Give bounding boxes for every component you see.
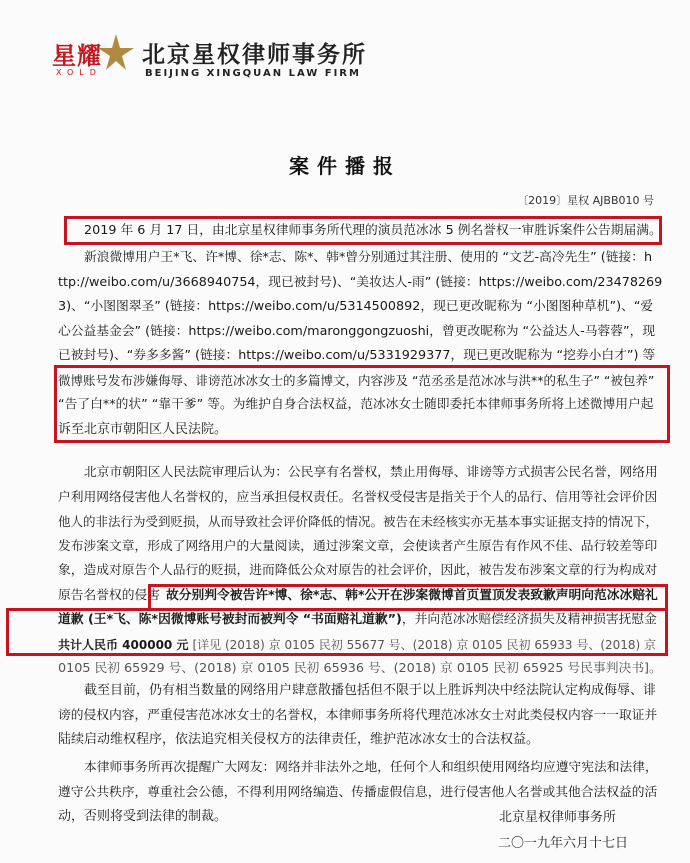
text-line: 诉至北京市朝阳区人民法院。 (58, 421, 228, 437)
firm-name-en: BEIJING XINGQUAN LAW FIRM (145, 68, 361, 79)
text-line: 新浪微博用户王*飞、许*博、徐*志、陈*、韩*曾分别通过其注册、使用的 “文艺-高冷先生” (链接：h (84, 250, 653, 265)
text-line: 北京市朝阳区人民法院审理后认为：公民享有名誉权，禁止用侮辱、诽谤等方式损害公民名誉，网络用 (84, 465, 658, 480)
paragraph-3 (58, 461, 662, 682)
text-line: ttp://weibo.com/u/3668940754，现已被封号)、“美妆达人-雨” (链接：https://weibo.com/23478269 (58, 274, 663, 290)
signature-date: 二〇一九年六月十七日 (497, 836, 628, 851)
text-line: 遵守公共秩序，尊重社会公德，不得利用网络编造、传播虚假信息，进行侵害他人名誉或其他合法权益的活 (58, 784, 658, 800)
signature-firm: 北京星权律师事务所 (498, 810, 616, 825)
star-logo-icon (96, 32, 136, 72)
paragraph-4 (58, 679, 662, 753)
page-title: 案件播报 (289, 154, 401, 178)
text-line: 2019 年 6 月 17 日，由北京星权律师事务所代理的演员范冰冰 5 例名誉权一审胜诉案件公告期届满。 (84, 223, 662, 238)
paragraph-2 (58, 246, 662, 442)
text-line: 本律师事务所再次提醒广大网友：网络并非法外之地，任何个人和组织使用网络均应遵守宪法和法律， (84, 760, 658, 775)
paragraph-1 (58, 219, 662, 244)
firm-name: 北京星权律师事务所 (142, 41, 367, 68)
text-line: 户利用网络侵害他人名誉权的，应当承担侵权责任。名誉权受侵害是指关于个人的品行、信用等社会评价因 (58, 489, 658, 505)
text-line: 3)、“小图图翠圣” (链接：https://weibo.com/u/5314500892，现已更改昵称为 “小图图种草机”)、“爱 (58, 299, 654, 314)
text-line: 已被封号)、“券多多酱” (链接：https://weibo.com/u/5331929377，现已更改昵称为 “挖券小白才”) 等 (58, 348, 656, 363)
text-line: 动，否则将受到法律的制裁。 (58, 809, 228, 824)
text-line: 0105 民初 65929 号、(2018) 京 0105 民初 65936 号、(2018) 京 0105 民初 65925 号民事判决书]。 (58, 661, 662, 676)
letterhead (0, 0, 690, 115)
text-line: “告了白**的状” “靠干爹” 等。为维护自身合法权益，范冰冰女士随即委托本律师事务所将上述微博用户起 (58, 397, 654, 412)
text-line: 微博账号发布涉嫌侮辱、诽谤范冰冰女士的多篇博文，内容涉及 “范丞丞是范冰冰与洪**的私生子” “被包养” (58, 372, 655, 388)
firm-logo: 星耀 (52, 41, 102, 70)
document-ref: 〔2019〕星权 AJBB010 号 (517, 194, 654, 207)
text-line: 原告名誉权的侵害 故分别判令被告许*博、徐*志、韩*公开在涉案微博首页置顶发表致歉声明向范冰冰赔礼 (58, 587, 658, 603)
firm-logo-sub: XOLD (56, 68, 102, 77)
text-line: 心公益基金会” (链接：https://weibo.com/maronggongzuoshi，曾更改昵称为 “公益达人-马蓉蓉”，现 (58, 323, 656, 339)
text-line: 发布涉案文章，形成了网络用户的大量阅读，通过涉案文章，会使读者产生原告有作风不佳、品行较差等印 (58, 538, 658, 554)
text-line: 他人的非法行为受到贬损，从而导致社会评价降低的情况。被告在未经核实亦无基本事实证据支持的情况下， (58, 514, 659, 529)
text-line: 道歉 (王*飞、陈*因微博账号被封而被判令 “书面赔礼道歉”)，并向范冰冰赔偿经济损失及精神损害抚慰金 (58, 612, 657, 627)
text-line: 陆续启动维权程序，依法追究相关侵权方的法律责任，维护范冰冰女士的合法权益。 (58, 732, 540, 747)
text-line: 共计人民币 400000 元 [详见 (2018) 京 0105 民初 55677 号、(2018) 京 0105 民初 65933 号、(2018) 京 (58, 637, 657, 652)
text-line: 截至目前，仍有相当数量的网络用户肆意散播包括但不限于以上胜诉判决中经法院认定构成侮辱、诽 (84, 683, 657, 698)
text-line: 谤的侵权内容，严重侵害范冰冰女士的名誉权，本律师事务所将代理范冰冰女士对此类侵权内容一一取证并 (58, 707, 658, 723)
text-line: 象，造成对原告个人品行的贬损，进而降低公众对原告的社会评价，因此，被告发布涉案文章的行为构成对 (58, 563, 658, 578)
